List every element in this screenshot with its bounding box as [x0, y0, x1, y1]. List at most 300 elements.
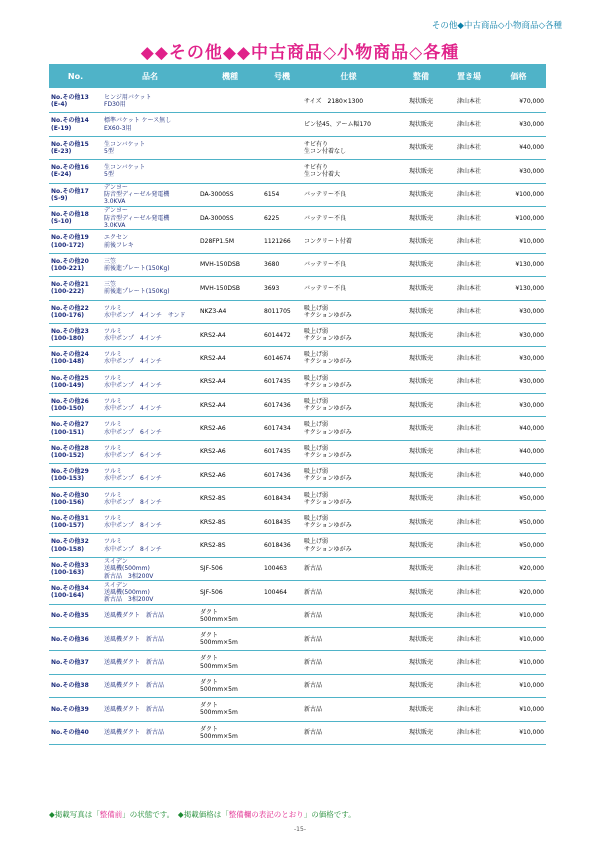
item-number: [49, 698, 102, 721]
item-status: 現状販売: [395, 698, 447, 721]
item-status: 現状販売: [395, 534, 447, 557]
item-unit: [262, 464, 302, 487]
item-name-line: 標準バケット ケース無し: [104, 117, 172, 125]
item-number-line: No.その他15: [51, 140, 89, 148]
item-spec: [302, 604, 395, 627]
item-model-line: KRS2-A6: [200, 471, 226, 479]
item-status: 現状販売: [395, 347, 447, 370]
footer-highlight: 整備前: [99, 810, 123, 819]
item-unit: [262, 277, 302, 300]
item-unit: [262, 534, 302, 557]
item-location: 津山本社: [447, 300, 491, 323]
item-model-line: 500mm×5m: [200, 732, 238, 740]
item-spec-line: サクションゆがみ: [304, 428, 352, 436]
item-location: 津山本社: [447, 440, 491, 463]
item-number: [49, 511, 102, 534]
item-status: 現状販売: [395, 394, 447, 417]
item-name: [102, 183, 198, 206]
item-spec-line: 生コン付着なし: [304, 147, 347, 155]
item-price: ¥30,000: [491, 160, 546, 183]
item-model: [198, 534, 262, 557]
item-unit: [262, 417, 302, 440]
item-number-line: (100-150): [51, 405, 85, 413]
item-unit: [262, 627, 302, 650]
item-number-line: (100-153): [51, 475, 85, 483]
item-spec-line: 吸上げ弱: [304, 421, 329, 429]
item-model: [198, 604, 262, 627]
item-price: ¥10,000: [491, 604, 546, 627]
item-status: 現状販売: [395, 113, 447, 136]
item-spec: [302, 206, 395, 229]
item-price: ¥40,000: [491, 464, 546, 487]
table-row: [49, 136, 546, 159]
item-number-line: (100-164): [51, 592, 85, 600]
item-number-line: (E-4): [51, 101, 68, 109]
item-spec-line: バッテリー不良: [304, 214, 347, 222]
item-model: [198, 698, 262, 721]
item-number-line: No.その他35: [51, 612, 89, 620]
item-number-line: No.その他24: [51, 351, 89, 359]
item-name: [102, 253, 198, 276]
item-number-line: No.その他23: [51, 327, 89, 335]
item-number: [49, 370, 102, 393]
item-spec: [302, 370, 395, 393]
item-location: 津山本社: [447, 370, 491, 393]
item-spec: [302, 417, 395, 440]
table-row: [49, 674, 546, 697]
item-name-line: ツルミ: [104, 421, 123, 429]
item-name-line: 5型: [104, 147, 114, 155]
item-name: [102, 136, 198, 159]
item-location: 津山本社: [447, 89, 491, 113]
table-row: [49, 253, 546, 276]
item-name-line: 送風機(500mm): [104, 588, 150, 596]
item-number-line: No.その他30: [51, 491, 89, 499]
table-row: [49, 464, 546, 487]
item-unit-line: 6014472: [264, 331, 291, 339]
item-price: ¥50,000: [491, 487, 546, 510]
item-spec-line: 新古品: [304, 588, 323, 596]
item-unit-line: 6017435: [264, 448, 291, 456]
item-number-line: (S-10): [51, 218, 72, 226]
item-model-line: ダクト: [200, 678, 219, 686]
item-model: [198, 277, 262, 300]
item-number: [49, 89, 102, 113]
item-unit: [262, 183, 302, 206]
item-price: ¥10,000: [491, 651, 546, 674]
item-spec: [302, 347, 395, 370]
table-row: [49, 581, 546, 604]
item-spec-line: バッテリー不良: [304, 261, 347, 269]
item-status: 現状販売: [395, 651, 447, 674]
item-spec: [302, 230, 395, 253]
item-name-line: 水中ポンプ 4インチ: [104, 358, 162, 366]
item-spec-line: 吸上げ弱: [304, 398, 329, 406]
item-name-line: 前後進プレート(150Kg): [104, 288, 170, 296]
item-status: 現状販売: [395, 511, 447, 534]
item-number-line: (E-23): [51, 147, 72, 155]
item-model-line: 500mm×5m: [200, 639, 238, 647]
table-row: [49, 323, 546, 346]
item-model-line: ダクト: [200, 608, 219, 616]
item-spec-line: コンクリート付着: [304, 237, 352, 245]
item-name-line: 送風機ダクト 新古品: [104, 612, 165, 620]
item-model-line: 500mm×5m: [200, 662, 238, 670]
item-unit: [262, 394, 302, 417]
item-spec-line: サビ有り: [304, 140, 329, 148]
item-spec-line: サクションゆがみ: [304, 545, 352, 553]
item-price: ¥10,000: [491, 230, 546, 253]
item-model: [198, 183, 262, 206]
item-unit: [262, 113, 302, 136]
item-number-line: No.その他33: [51, 561, 89, 569]
item-model-line: D28FP1.5M: [200, 237, 235, 245]
item-price: ¥20,000: [491, 557, 546, 580]
table-row: [49, 183, 546, 206]
item-number: [49, 230, 102, 253]
item-model: [198, 300, 262, 323]
item-number: [49, 464, 102, 487]
item-status: 現状販売: [395, 581, 447, 604]
page-number: -15-: [294, 826, 306, 833]
item-name-line: ツルミ: [104, 327, 123, 335]
item-location: 津山本社: [447, 721, 491, 744]
item-unit-line: 1121266: [264, 237, 291, 245]
item-number-line: (100-151): [51, 428, 85, 436]
item-unit: [262, 581, 302, 604]
item-status: 現状販売: [395, 230, 447, 253]
item-unit: [262, 698, 302, 721]
item-name-line: 水中ポンプ 6インチ: [104, 428, 162, 436]
item-unit-line: 6017435: [264, 378, 291, 386]
item-price: ¥20,000: [491, 581, 546, 604]
item-price: ¥100,000: [491, 183, 546, 206]
item-spec: [302, 581, 395, 604]
item-unit: [262, 253, 302, 276]
item-location: 津山本社: [447, 323, 491, 346]
item-number-line: No.その他38: [51, 682, 89, 690]
table-row: [49, 487, 546, 510]
item-spec: [302, 277, 395, 300]
item-number-line: No.その他26: [51, 398, 89, 406]
item-location: 津山本社: [447, 206, 491, 229]
item-status: 現状販売: [395, 277, 447, 300]
item-spec-line: サビ有り: [304, 164, 329, 172]
item-number: [49, 300, 102, 323]
item-name-line: 送風機(500mm): [104, 565, 150, 573]
table-row: [49, 417, 546, 440]
item-price: ¥30,000: [491, 394, 546, 417]
item-spec-line: サクションゆがみ: [304, 405, 352, 413]
item-number-line: (100-222): [51, 288, 85, 296]
table-row: [49, 230, 546, 253]
item-location: 津山本社: [447, 136, 491, 159]
item-number-line: No.その他37: [51, 658, 89, 666]
table-row: [49, 347, 546, 370]
item-model: [198, 440, 262, 463]
item-location: 津山本社: [447, 511, 491, 534]
item-name: [102, 627, 198, 650]
item-spec: [302, 113, 395, 136]
item-name: [102, 417, 198, 440]
footer-note: [49, 809, 356, 820]
column-header-model: 機種: [198, 64, 262, 89]
item-price: ¥50,000: [491, 534, 546, 557]
item-name: [102, 230, 198, 253]
item-unit-line: 6014674: [264, 354, 291, 362]
item-name: [102, 674, 198, 697]
table-row: [49, 557, 546, 580]
item-name-line: エクセン: [104, 234, 129, 242]
item-number: [49, 160, 102, 183]
item-status: 現状販売: [395, 183, 447, 206]
item-name-line: 送風機ダクト 新古品: [104, 705, 165, 713]
item-model-line: MVH-150DSB: [200, 284, 240, 292]
item-model-line: 500mm×5m: [200, 709, 238, 717]
item-name-line: FD30用: [104, 101, 126, 109]
item-number-line: No.その他16: [51, 164, 89, 172]
table-row: [49, 160, 546, 183]
item-unit-line: 6017436: [264, 471, 291, 479]
item-spec-line: 新古品: [304, 635, 323, 643]
item-name: [102, 581, 198, 604]
item-spec: [302, 487, 395, 510]
item-name-line: スイデン: [104, 581, 128, 589]
price-table: [49, 64, 546, 745]
item-spec-line: 吸上げ弱: [304, 351, 329, 359]
footer-text: 」の価格です。: [303, 810, 356, 819]
item-name-line: 送風機ダクト 新古品: [104, 729, 165, 737]
item-number-line: (100-156): [51, 498, 85, 506]
item-model: [198, 230, 262, 253]
item-price: ¥40,000: [491, 440, 546, 463]
item-spec: [302, 183, 395, 206]
item-unit-line: 3693: [264, 284, 280, 292]
item-name: [102, 721, 198, 744]
item-spec-line: 吸上げ弱: [304, 468, 329, 476]
item-price: ¥10,000: [491, 698, 546, 721]
item-number: [49, 651, 102, 674]
item-name: [102, 160, 198, 183]
item-name-line: ツルミ: [104, 491, 123, 499]
item-location: 津山本社: [447, 160, 491, 183]
item-unit: [262, 721, 302, 744]
item-number: [49, 627, 102, 650]
item-number-line: (100-172): [51, 241, 85, 249]
table-row: [49, 89, 546, 113]
item-name: [102, 277, 198, 300]
item-status: 現状販売: [395, 487, 447, 510]
item-status: 現状販売: [395, 627, 447, 650]
item-model-line: KRS2-A4: [200, 331, 226, 339]
item-name-line: 前後フレキ: [104, 241, 134, 249]
item-status: 現状販売: [395, 300, 447, 323]
item-location: 津山本社: [447, 394, 491, 417]
item-location: 津山本社: [447, 277, 491, 300]
item-spec: [302, 511, 395, 534]
item-name: [102, 464, 198, 487]
item-spec-line: サクションゆがみ: [304, 498, 352, 506]
item-number-line: No.その他32: [51, 538, 89, 546]
item-number: [49, 674, 102, 697]
item-number-line: (E-24): [51, 171, 72, 179]
item-spec: [302, 674, 395, 697]
item-name: [102, 534, 198, 557]
item-number-line: No.その他19: [51, 234, 89, 242]
item-price: ¥30,000: [491, 370, 546, 393]
item-spec-line: サクションゆがみ: [304, 311, 352, 319]
item-number: [49, 323, 102, 346]
item-model: [198, 160, 262, 183]
item-price: ¥30,000: [491, 323, 546, 346]
item-model: [198, 347, 262, 370]
item-number-line: (E-19): [51, 124, 72, 132]
item-spec-line: 吸上げ弱: [304, 304, 329, 312]
item-model-line: ダクト: [200, 725, 219, 733]
item-number: [49, 253, 102, 276]
item-spec-line: サクションゆがみ: [304, 452, 352, 460]
item-number-line: No.その他29: [51, 468, 89, 476]
table-row: [49, 113, 546, 136]
item-model-line: KRS2-A4: [200, 401, 226, 409]
column-header-status: 整備: [395, 64, 447, 89]
item-number-line: (100-157): [51, 522, 85, 530]
item-name: [102, 511, 198, 534]
item-status: 現状販売: [395, 206, 447, 229]
item-location: 津山本社: [447, 534, 491, 557]
item-unit-line: 6154: [264, 191, 280, 199]
item-price: ¥30,000: [491, 300, 546, 323]
footer-text: 」の状態です。 ◆掲載価格は「: [122, 810, 229, 819]
item-location: 津山本社: [447, 557, 491, 580]
item-spec: [302, 440, 395, 463]
item-name-line: ツルミ: [104, 398, 123, 406]
table-row: [49, 206, 546, 229]
item-location: 津山本社: [447, 651, 491, 674]
item-location: 津山本社: [447, 487, 491, 510]
item-number: [49, 440, 102, 463]
item-location: 津山本社: [447, 604, 491, 627]
item-status: 現状販売: [395, 604, 447, 627]
item-model: [198, 557, 262, 580]
item-spec-line: 吸上げ弱: [304, 327, 329, 335]
item-spec: [302, 534, 395, 557]
item-name-line: ツルミ: [104, 515, 123, 523]
item-spec: [302, 136, 395, 159]
item-price: ¥40,000: [491, 136, 546, 159]
item-status: 現状販売: [395, 417, 447, 440]
item-unit: [262, 557, 302, 580]
column-header-unit: 号機: [262, 64, 302, 89]
item-model-line: MVH-150DSB: [200, 261, 240, 269]
item-name-line: 水中ポンプ 6インチ: [104, 452, 162, 460]
item-location: 津山本社: [447, 698, 491, 721]
item-spec-line: 新古品: [304, 612, 323, 620]
item-number-line: No.その他20: [51, 257, 89, 265]
item-spec-line: 新古品: [304, 658, 323, 666]
table-row: [49, 300, 546, 323]
item-spec-line: サクションゆがみ: [304, 381, 352, 389]
table-row: [49, 511, 546, 534]
item-number-line: (100-176): [51, 311, 85, 319]
item-name-line: 3.0KVA: [104, 198, 126, 206]
item-name-line: ツルミ: [104, 538, 123, 546]
item-spec: [302, 721, 395, 744]
item-number: [49, 183, 102, 206]
item-number-line: (100-180): [51, 335, 85, 343]
item-number: [49, 113, 102, 136]
item-status: 現状販売: [395, 674, 447, 697]
column-header-name: 品名: [102, 64, 198, 89]
item-spec: [302, 394, 395, 417]
item-unit-line: 6018436: [264, 542, 291, 550]
item-model: [198, 323, 262, 346]
item-name-line: ツルミ: [104, 468, 123, 476]
item-number: [49, 487, 102, 510]
item-spec-line: 新古品: [304, 682, 323, 690]
page-title: ◆◆その他◆◆中古商品◇小物商品◇各種: [140, 43, 460, 63]
item-price: ¥130,000: [491, 277, 546, 300]
item-spec-line: ピン径45、アーム幅170: [304, 120, 371, 128]
item-name-line: EX60-3用: [104, 124, 132, 132]
table-row: [49, 698, 546, 721]
item-spec: [302, 253, 395, 276]
item-spec: [302, 160, 395, 183]
item-price: ¥30,000: [491, 347, 546, 370]
table-row: [49, 370, 546, 393]
item-unit: [262, 511, 302, 534]
item-location: 津山本社: [447, 627, 491, 650]
item-model-line: NKZ3-A4: [200, 308, 227, 316]
item-name: [102, 323, 198, 346]
item-name-line: デンヨー: [104, 183, 128, 191]
item-number-line: No.その他31: [51, 515, 89, 523]
item-name: [102, 370, 198, 393]
item-name-line: 5型: [104, 171, 114, 179]
item-model: [198, 394, 262, 417]
item-price: ¥70,000: [491, 89, 546, 113]
item-model: [198, 581, 262, 604]
item-number: [49, 136, 102, 159]
item-model: [198, 206, 262, 229]
item-spec-line: バッテリー不良: [304, 191, 347, 199]
item-unit: [262, 487, 302, 510]
item-price: ¥30,000: [491, 113, 546, 136]
item-model: [198, 487, 262, 510]
item-model-line: 500mm×5m: [200, 685, 238, 693]
item-status: 現状販売: [395, 323, 447, 346]
item-name-line: 水中ポンプ 8インチ: [104, 522, 162, 530]
item-spec-line: サイズ 2180×1300: [304, 97, 364, 105]
item-number-line: No.その他34: [51, 585, 89, 593]
item-unit-line: 6017434: [264, 425, 291, 433]
item-price: ¥10,000: [491, 627, 546, 650]
item-name-line: ヒンジ用バケット: [104, 93, 152, 101]
item-status: 現状販売: [395, 721, 447, 744]
footer-text: ◆掲載写真は「: [49, 810, 100, 819]
item-spec: [302, 698, 395, 721]
item-model: [198, 511, 262, 534]
item-number-line: No.その他21: [51, 281, 89, 289]
item-spec: [302, 300, 395, 323]
item-spec: [302, 627, 395, 650]
item-name-line: 水中ポンプ 6インチ: [104, 475, 162, 483]
item-number: [49, 604, 102, 627]
item-unit: [262, 370, 302, 393]
item-price: ¥130,000: [491, 253, 546, 276]
item-model-line: SJF-506: [200, 565, 223, 573]
item-number: [49, 394, 102, 417]
